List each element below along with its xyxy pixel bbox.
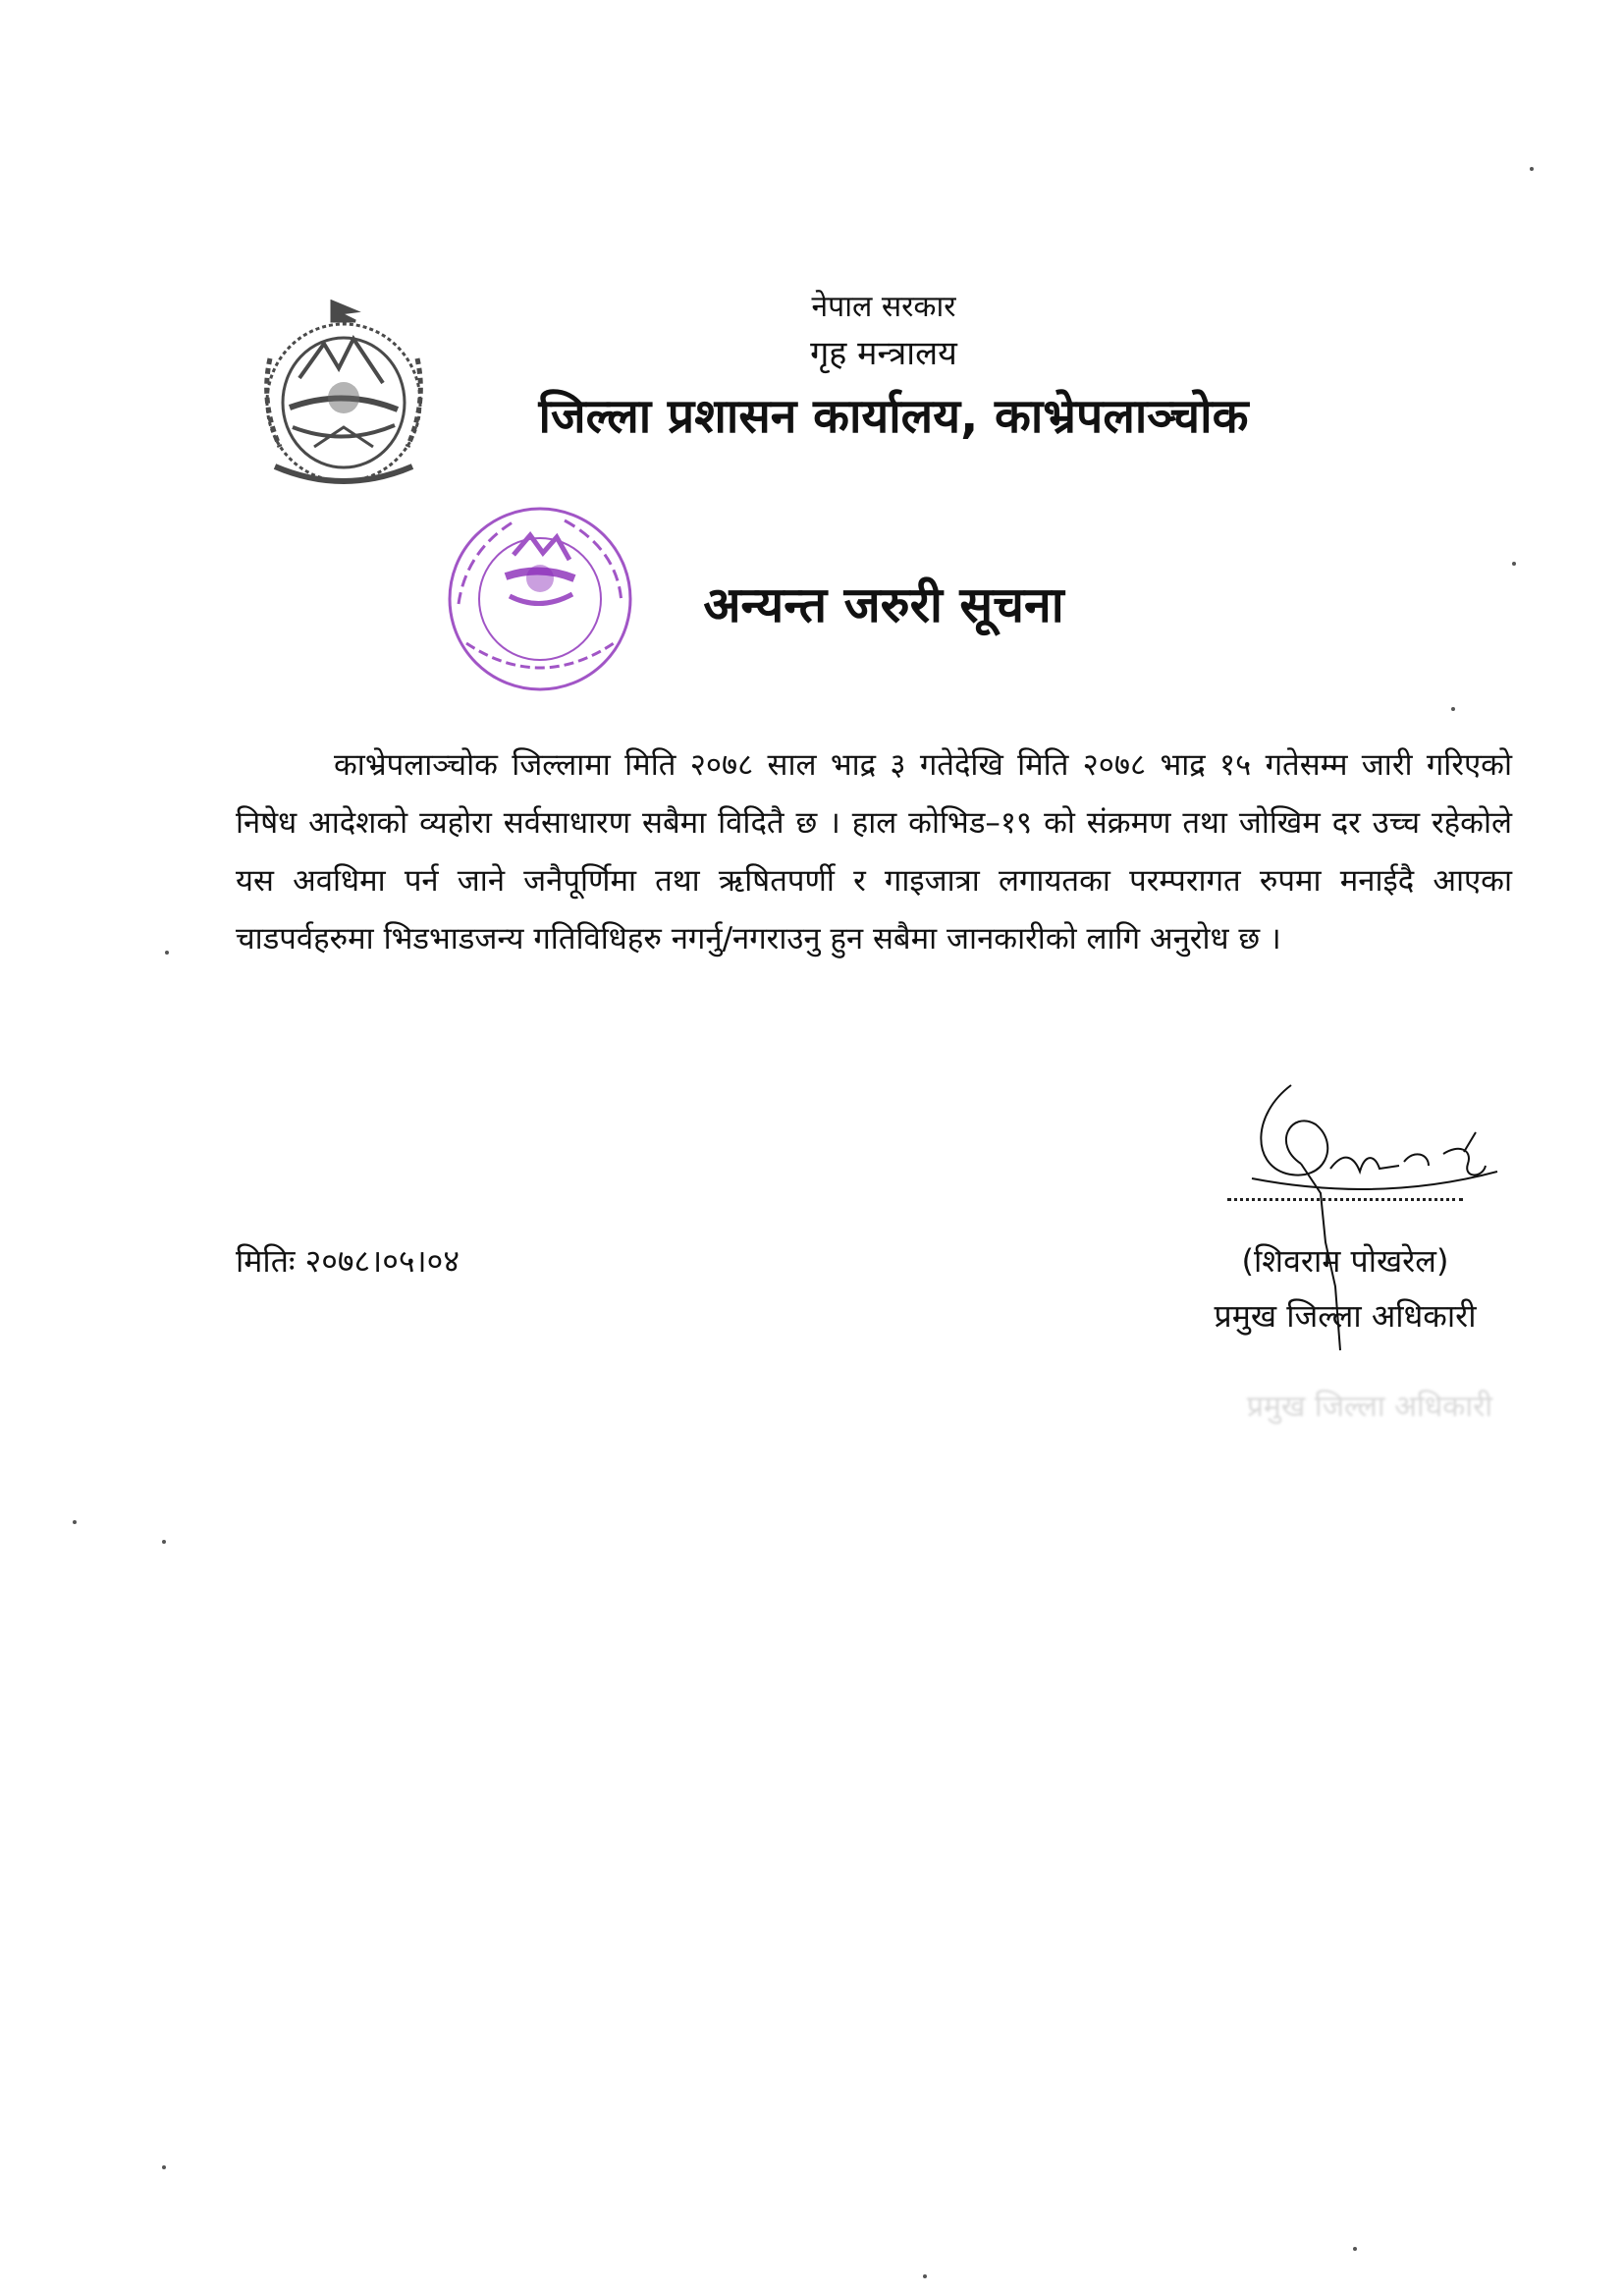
- faded-title-imprint: प्रमुख जिल्ला अधिकारी: [1246, 1390, 1493, 1424]
- scan-speck: [923, 2274, 927, 2278]
- scan-speck: [1512, 562, 1516, 566]
- signer-name: (शिवराम पोखरेल): [1241, 1242, 1449, 1280]
- scan-speck: [162, 2165, 166, 2169]
- scan-speck: [165, 951, 169, 955]
- government-name: नेपाल सरकार: [811, 290, 956, 324]
- scan-speck: [1530, 167, 1534, 171]
- scan-speck: [1451, 707, 1455, 711]
- notice-body: काभ्रेपलाञ्चोक जिल्लामा मिति २०७८ साल भाद्र ३ गतेदेखि मिति २०७८ भाद्र १५ गतेसम्म जारी गरिएको निषेध आदेशको व्यहोरा सर्वसाधारण सबैमा विदितै छ । हाल कोभिड–१९ को संक्रमण तथा जोखिम दर उच्च रहेकोले यस अवधिमा पर्न जाने जनैपूर्णिमा तथा ऋषितपर्णी र गाइजात्रा लगायतका परम्परागत रुपमा मनाईदै आएका चाडपर्वहरुमा भिडभाडजन्य गतिविधिहरु नगर्नु/नगराउनु हुन सबैमा जानकारीको लागि अनुरोध छ ।: [236, 747, 1512, 957]
- signature-line: [1227, 1198, 1463, 1201]
- scan-speck: [162, 1540, 166, 1544]
- nepal-government-emblem-icon: [245, 300, 442, 496]
- office-name: जिल्ला प्रशासन कार्यालय, काभ्रेपलाञ्चोक: [538, 389, 1249, 444]
- scan-speck: [73, 1520, 77, 1524]
- notice-title: अन्यन्त जरुरी सूचना: [703, 576, 1064, 633]
- ministry-name: गृह मन्त्रालय: [810, 334, 957, 373]
- office-seal-stamp-icon: [437, 496, 643, 702]
- signer-title: प्रमुख जिल्ला अधिकारी: [1214, 1297, 1477, 1335]
- scan-speck: [1353, 2247, 1357, 2251]
- notice-date: मितिः २०७८।०५।०४: [236, 1242, 460, 1280]
